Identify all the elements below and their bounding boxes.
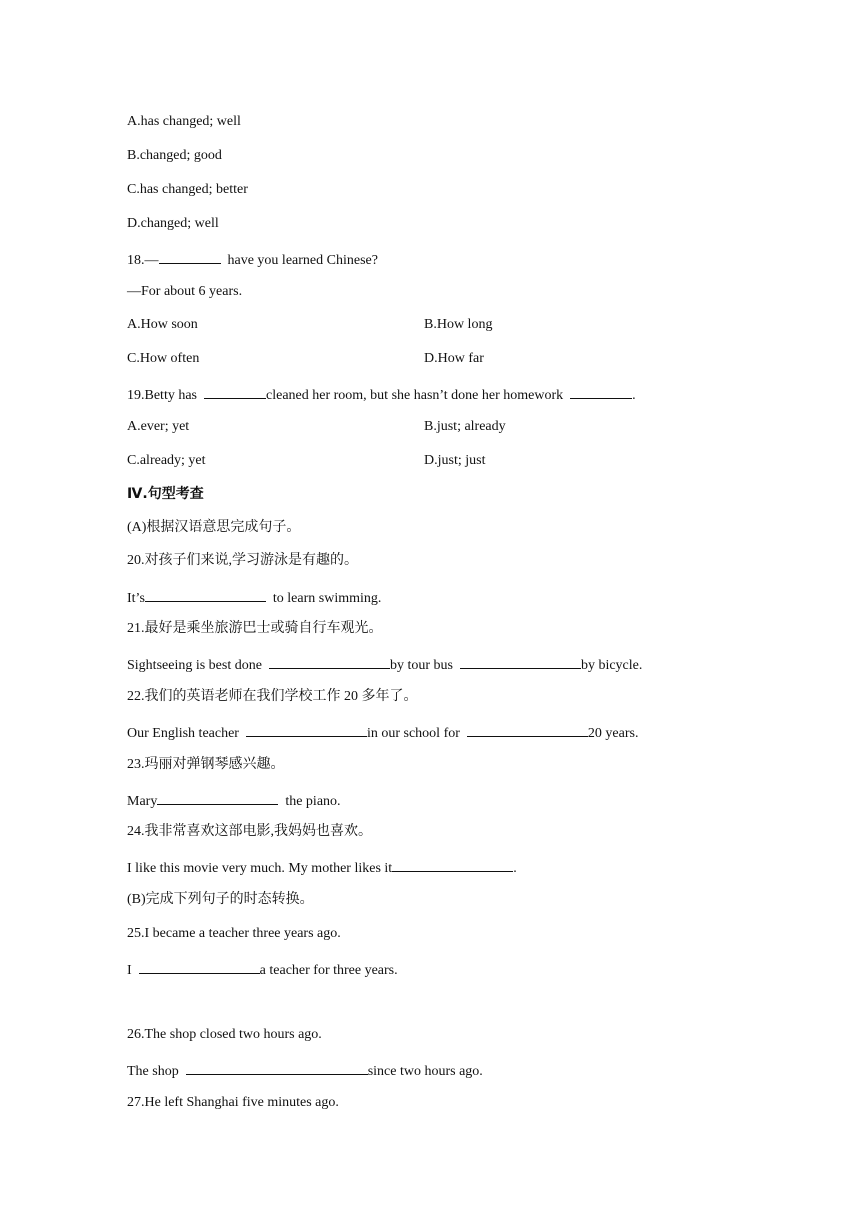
q19-option-a: A.ever; yet [127, 419, 190, 434]
q21-sentence [127, 654, 642, 675]
q27-sentence: 27.He left Shanghai five minutes ago. [127, 1095, 339, 1110]
q19-stem [127, 384, 636, 405]
answer-blank[interactable] [460, 654, 581, 669]
q24-part1: I like this movie very much. My mother likes it [127, 861, 393, 876]
q25-part2: a teacher for three years. [259, 963, 398, 978]
q17-option-b: B.changed; good [127, 148, 222, 163]
q17-option-a: A.has changed; well [127, 114, 241, 129]
answer-blank[interactable] [467, 722, 588, 737]
q20-part2: to learn swimming. [265, 591, 382, 606]
q26-part2: since two hours ago. [367, 1064, 483, 1079]
q19-part2: cleaned her room, but she hasn’t done her homework [266, 388, 571, 403]
q26-answer-line [127, 1060, 483, 1081]
q24-chinese: 24.我非常喜欢这部电影,我妈妈也喜欢。 [127, 824, 372, 839]
q20-sentence [127, 587, 381, 608]
q18-suffix: have you learned Chinese? [220, 253, 378, 268]
q22-chinese: 22.我们的英语老师在我们学校工作 20 多年了。 [127, 689, 418, 704]
answer-blank[interactable] [204, 384, 266, 399]
answer-blank[interactable] [145, 587, 266, 602]
q21-chinese: 21.最好是乘坐旅游巴士或骑自行车观光。 [127, 621, 383, 636]
q25-sentence: 25.I became a teacher three years ago. [127, 926, 341, 941]
section-heading: Ⅳ.句型考查 [127, 486, 204, 502]
q25-answer-line [127, 959, 398, 980]
q22-part1: Our English teacher [127, 726, 246, 741]
q20-chinese: 20.对孩子们来说,学习游泳是有趣的。 [127, 553, 358, 568]
q21-part2: by tour bus [389, 658, 460, 673]
q18-option-a: A.How soon [127, 317, 198, 332]
answer-blank[interactable] [139, 959, 260, 974]
answer-blank[interactable] [570, 384, 632, 399]
answer-blank[interactable] [392, 857, 513, 872]
part-a-instruction: (A)根据汉语意思完成句子。 [127, 520, 301, 535]
q26-part1: The shop [127, 1064, 186, 1079]
q19-option-b: B.just; already [424, 419, 506, 434]
q18-prefix: 18.— [127, 253, 159, 268]
q18-answer-line: —For about 6 years. [127, 284, 243, 299]
answer-blank[interactable] [159, 249, 221, 264]
q18-option-b: B.How long [424, 317, 493, 332]
q22-part2: in our school for [366, 726, 467, 741]
q22-sentence [127, 722, 638, 743]
q20-part1: It’s [127, 591, 145, 606]
q19-part3: . [632, 388, 636, 403]
q23-part1: Mary [127, 794, 158, 809]
q18-stem [127, 249, 378, 270]
q19-part1: 19.Betty has [127, 388, 204, 403]
q17-option-c: C.has changed; better [127, 182, 248, 197]
q19-option-c: C.already; yet [127, 453, 206, 468]
q24-sentence [127, 857, 517, 878]
part-b-instruction: (B)完成下列句子的时态转换。 [127, 892, 314, 907]
q21-part1: Sightseeing is best done [127, 658, 269, 673]
answer-blank[interactable] [269, 654, 390, 669]
q17-option-d: D.changed; well [127, 216, 219, 231]
q18-option-c: C.How often [127, 351, 200, 366]
answer-blank[interactable] [246, 722, 367, 737]
q23-chinese: 23.玛丽对弹钢琴感兴趣。 [127, 757, 285, 772]
q21-part3: by bicycle. [580, 658, 643, 673]
q22-part3: 20 years. [587, 726, 639, 741]
q23-sentence [127, 790, 341, 811]
q18-option-d: D.How far [424, 351, 484, 366]
q24-part2: . [513, 861, 517, 876]
answer-blank[interactable] [157, 790, 278, 805]
q19-option-d: D.just; just [424, 453, 486, 468]
q26-sentence: 26.The shop closed two hours ago. [127, 1027, 322, 1042]
answer-blank[interactable] [186, 1060, 368, 1075]
q23-part2: the piano. [278, 794, 341, 809]
q25-part1: I [127, 963, 139, 978]
